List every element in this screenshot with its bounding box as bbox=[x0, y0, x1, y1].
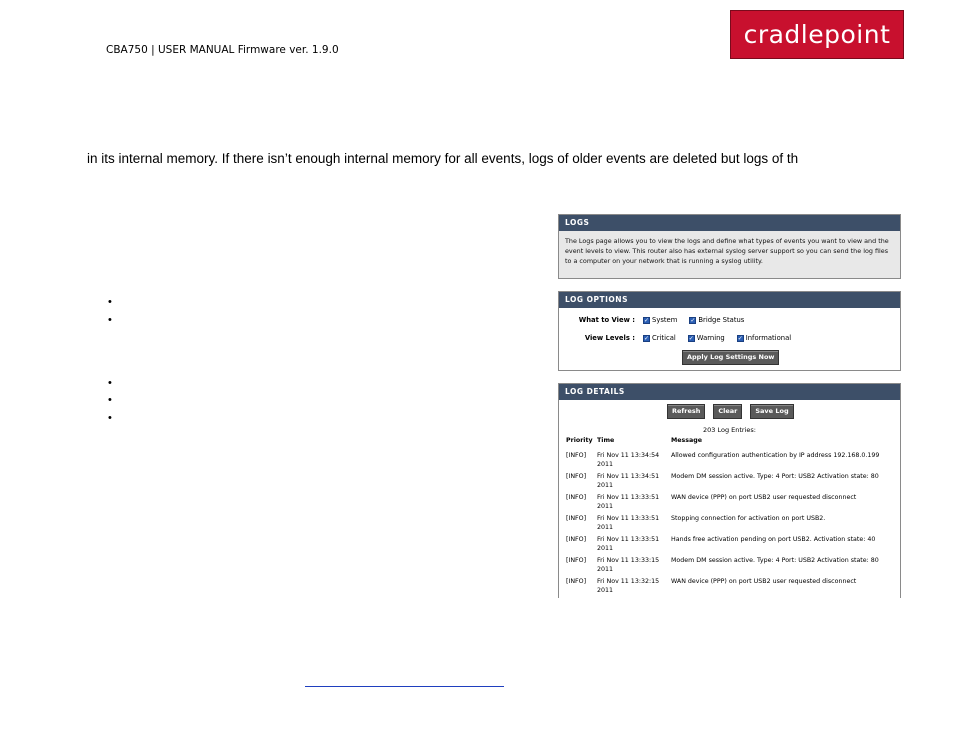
log-time: Fri Nov 11 13:33:51 2011 bbox=[597, 536, 660, 552]
bridge-status-label: Bridge Status bbox=[698, 316, 745, 324]
log-details-panel bbox=[558, 383, 901, 598]
checkbox-checked-icon[interactable]: ✓ bbox=[688, 334, 694, 342]
log-table-header bbox=[565, 436, 895, 450]
what-to-view-row bbox=[565, 316, 752, 324]
table-row bbox=[565, 576, 895, 597]
log-options-panel bbox=[558, 291, 901, 371]
log-time: Fri Nov 11 13:34:51 2011 bbox=[597, 473, 660, 489]
bullet-marker: • bbox=[108, 296, 112, 308]
checkbox-checked-icon[interactable]: ✓ bbox=[737, 334, 743, 342]
table-row bbox=[565, 534, 895, 555]
logs-panel-title: LOGS bbox=[559, 215, 900, 231]
bullet-marker: • bbox=[108, 412, 112, 424]
log-time: Fri Nov 11 13:32:15 2011 bbox=[597, 578, 660, 594]
table-row bbox=[565, 471, 895, 492]
cradlepoint-logo: cradlepoint bbox=[730, 10, 904, 59]
log-priority: [INFO] bbox=[566, 494, 587, 501]
clear-button[interactable]: Clear bbox=[713, 404, 742, 419]
log-options-title: LOG OPTIONS bbox=[559, 292, 900, 308]
log-priority: [INFO] bbox=[566, 452, 587, 459]
log-table bbox=[565, 436, 895, 597]
log-priority: [INFO] bbox=[566, 557, 587, 564]
log-time: Fri Nov 11 13:33:51 2011 bbox=[597, 515, 660, 531]
body-text: in its internal memory. If there isn’t enough internal memory for all events, logs of older events are deleted but logs of th bbox=[87, 151, 799, 166]
system-option[interactable] bbox=[643, 316, 677, 324]
log-details-title: LOG DETAILS bbox=[559, 384, 900, 400]
table-row bbox=[565, 513, 895, 534]
log-priority: [INFO] bbox=[566, 473, 587, 480]
table-row bbox=[565, 555, 895, 576]
log-actions bbox=[667, 404, 794, 419]
informational-label: Informational bbox=[745, 334, 792, 342]
bullet-marker: • bbox=[108, 377, 112, 389]
priority-column-header: Priority bbox=[566, 437, 593, 444]
checkbox-checked-icon[interactable]: ✓ bbox=[644, 316, 650, 324]
system-label: System bbox=[652, 316, 678, 324]
logs-panel bbox=[558, 214, 901, 279]
refresh-button[interactable]: Refresh bbox=[667, 404, 705, 419]
checkbox-checked-icon[interactable]: ✓ bbox=[644, 334, 650, 342]
critical-label: Critical bbox=[652, 334, 676, 342]
informational-option[interactable] bbox=[737, 334, 791, 342]
log-message: WAN device (PPP) on port USB2 user requested disconnect bbox=[671, 578, 857, 585]
log-priority: [INFO] bbox=[566, 515, 587, 522]
log-message: Stopping connection for activation on port USB2. bbox=[671, 515, 826, 522]
hyperlink-underline[interactable] bbox=[305, 686, 504, 687]
log-message: Hands free activation pending on port USB2. Activation state: 40 bbox=[671, 536, 876, 543]
apply-log-settings-button[interactable]: Apply Log Settings Now bbox=[682, 350, 779, 365]
what-to-view-label: What to View : bbox=[578, 316, 635, 324]
log-message: Modem DM session active. Type: 4 Port: USB2 Activation state: 80 bbox=[671, 473, 879, 480]
log-priority: [INFO] bbox=[566, 578, 587, 585]
table-row bbox=[565, 450, 895, 471]
message-column-header: Message bbox=[671, 437, 703, 444]
view-levels-label: View Levels : bbox=[584, 334, 635, 342]
log-message: WAN device (PPP) on port USB2 user requested disconnect bbox=[671, 494, 857, 501]
time-column-header: Time bbox=[597, 437, 615, 444]
document-header: CBA750 | USER MANUAL Firmware ver. 1.9.0 bbox=[106, 44, 339, 56]
critical-option[interactable] bbox=[643, 334, 676, 342]
table-row bbox=[565, 492, 895, 513]
save-log-button[interactable]: Save Log bbox=[750, 404, 793, 419]
view-levels-row bbox=[565, 334, 799, 342]
warning-label: Warning bbox=[696, 334, 725, 342]
warning-option[interactable] bbox=[688, 334, 725, 342]
bridge-status-option[interactable] bbox=[689, 316, 744, 324]
log-time: Fri Nov 11 13:33:51 2011 bbox=[597, 494, 660, 510]
log-entry-count: 203 Log Entries: bbox=[703, 426, 756, 434]
log-priority: [INFO] bbox=[566, 536, 587, 543]
log-message: Allowed configuration authentication by IP address 192.168.0.199 bbox=[671, 452, 880, 459]
logs-description: The Logs page allows you to view the logs and define what types of events you want to view and the event levels to view. This router also has external syslog server support so you can send the log files to a computer on your network that is running a syslog utility. bbox=[565, 237, 889, 265]
bullet-marker: • bbox=[108, 314, 112, 326]
log-message: Modem DM session active. Type: 4 Port: USB2 Activation state: 80 bbox=[671, 557, 879, 564]
log-time: Fri Nov 11 13:34:54 2011 bbox=[597, 452, 660, 468]
log-time: Fri Nov 11 13:33:15 2011 bbox=[597, 557, 660, 573]
bullet-marker: • bbox=[108, 394, 112, 406]
checkbox-checked-icon[interactable]: ✓ bbox=[690, 316, 696, 324]
